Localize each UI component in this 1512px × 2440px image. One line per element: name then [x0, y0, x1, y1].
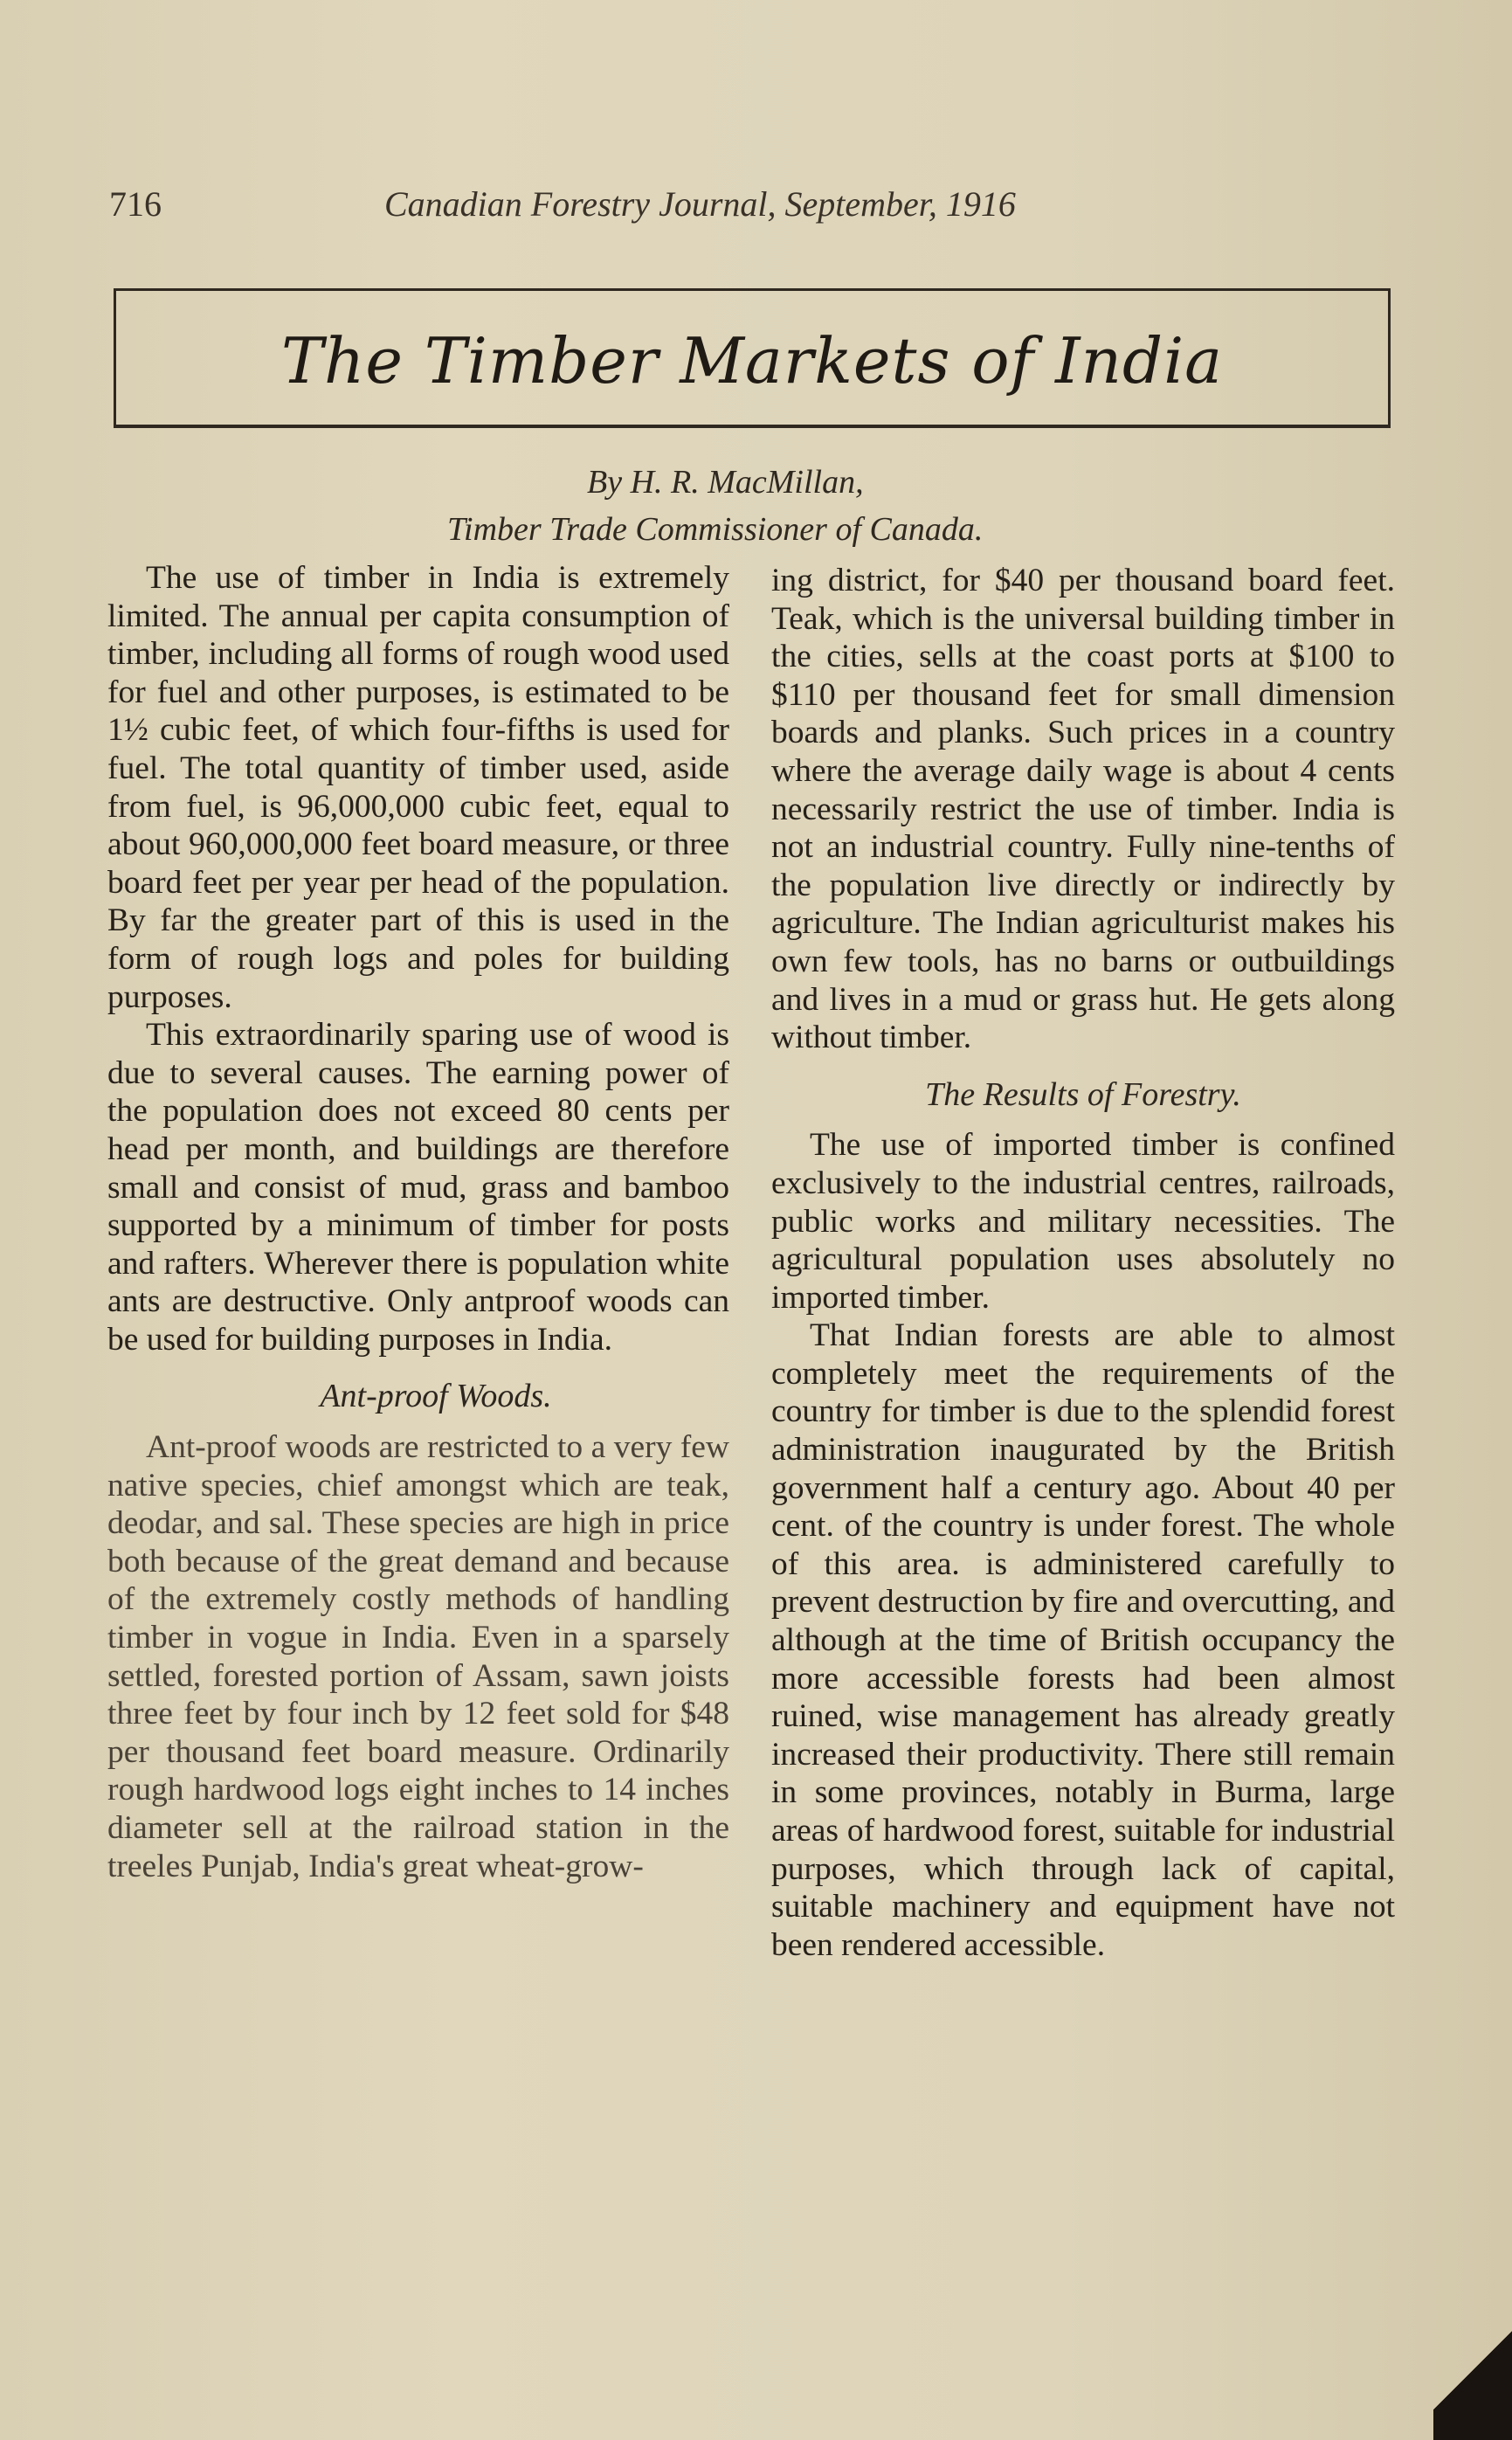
title-box [114, 288, 1391, 428]
paragraph: ing district, for $40 per thousand board feet. Teak, which is the universal building timber in the cities, sells at the coast ports at $100 to $110 per thousand feet for small dimension boards and planks. Such prices in a country where the average daily wage is about 4 cents necessarily restrict the use of timber. India is not an industrial country. Fully nine-tenths of the population live directly or indirectly by agriculture. The Indian agriculturist makes his own few tools, has no barns or outbuildings and lives in a mud or grass hut. He gets along without timber. [771, 563, 1395, 1056]
section-heading: The Results of Forestry. [925, 1075, 1241, 1113]
left-column [107, 559, 729, 1885]
page-number: 716 [109, 184, 162, 224]
byline-title: Timber Trade Commissioner of Canada. [447, 511, 984, 548]
article-title: The Timber Markets of India [280, 324, 1224, 397]
byline-author: By H. R. MacMillan, [587, 464, 864, 501]
page-corner-shadow [1433, 2300, 1512, 2440]
paragraph: This extraordinarily sparing use of wood is due to several causes. The earning power of the population does not exceed 80 cents per head per month, and buildings are therefore small and consist of mud, grass and bamboo supported by a minimum of timber for posts and rafters. Wherever there is population white ants are destructive. Only antproof woods can be used for building purposes in India. [107, 1017, 729, 1358]
right-column [771, 562, 1395, 1964]
paragraph: Ant-proof woods are restricted to a very few native species, chief amongst which are teak, deodar, and sal. These species are high in price both because of the great demand and because of the extremely costly methods of handling timber in vogue in India. Even in a sparsely settled, forested portion of Assam, sawn joists three feet by four inch by 12 feet sold for $48 per thousand feet board measure. Ordinarily rough hardwood logs eight inches to 14 inches diameter sell at the railroad station in the treeles Punjab, India's great wheat-grow- [107, 1429, 729, 1884]
paragraph: The use of imported timber is confined exclusively to the industrial centres, railroads, public works and military necessities. The agricultural population uses absolutely no imported timber. [771, 1127, 1395, 1316]
paragraph: That Indian forests are able to almost completely meet the requirements of the country for timber is due to the splendid forest administration inaugurated by the British government half a century ago. About 40 per cent. of the country is under forest. The whole of this area. is administered carefully to prevent destruction by fire and overcutting, and although at the time of British occupancy the more accessible forests had been almost ruined, wise management has already greatly increased their productivity. There still remain in some provinces, notably in Burma, large areas of hardwood forest, suitable for industrial purposes, which through lack of capital, suitable machinery and equipment have not been rendered accessible. [771, 1317, 1395, 1963]
section-heading: Ant-proof Woods. [320, 1378, 552, 1415]
paragraph: The use of timber in India is extremely limited. The annual per capita consumption of timber, including all forms of rough wood used for fuel and other purposes, is estimated to be 1½ cubic feet, of which four-fifths is used for fuel. The total quantity of timber used, aside from fuel, is 96,000,000 cubic feet, equal to about 960,000,000 feet board measure, or three board feet per year per head of the population. By far the greater part of this is used in the form of rough logs and poles for building purposes. [107, 560, 729, 1015]
running-title: Canadian Forestry Journal, September, 1916 [384, 184, 1016, 224]
